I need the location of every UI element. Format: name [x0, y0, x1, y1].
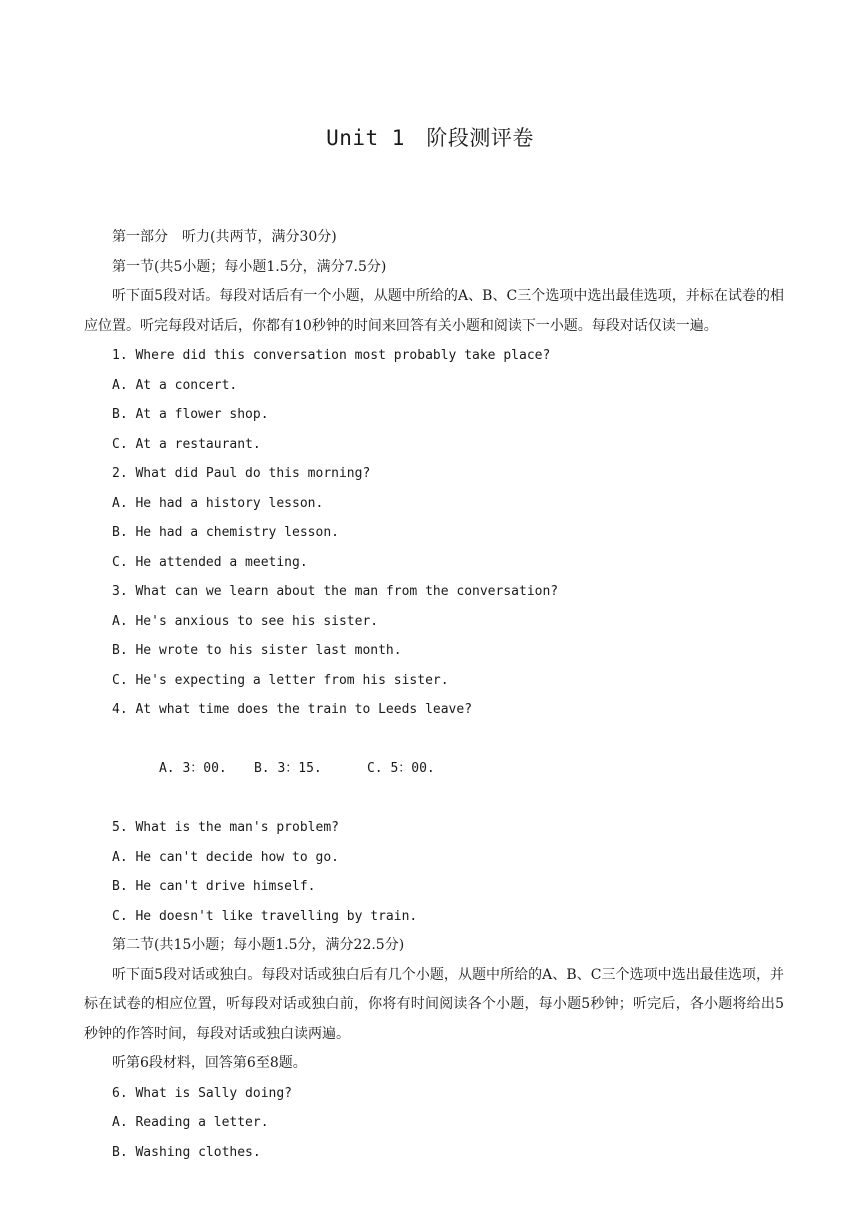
answer-option: B. He can't drive himself.	[112, 879, 316, 894]
document-body	[84, 223, 784, 1167]
answer-option: A. He's anxious to see his sister.	[112, 613, 379, 629]
answer-option: B. He wrote to his sister last month.	[112, 643, 402, 658]
answer-option: C. He attended a meeting.	[112, 554, 308, 570]
answer-option: C. He's expecting a letter from his sister.	[112, 672, 449, 688]
question-stem: 4. At what time does the train to Leeds leave?	[112, 702, 473, 717]
answer-option: A. At a concert.	[112, 377, 238, 393]
question-stem: 6. What is Sally doing?	[112, 1085, 293, 1101]
section1-instructions: 听下面5段对话。每段对话后有一个小题，从题中所给的A、B、C三个选项中选出最佳选项，并标在试卷的相应位置。听完每段对话后，你都有10秒钟的时间来回答有关小题和阅读下一小题。每段对话仅读一遍。	[84, 288, 784, 334]
answer-option: A. 3：00.	[158, 761, 227, 776]
answer-option: B. At a flower shop.	[112, 407, 269, 422]
question-stem: 3. What can we learn about the man from the conversation?	[112, 584, 559, 599]
answer-option: B. 3：15.	[253, 761, 322, 776]
answer-option: A. Reading a letter.	[112, 1115, 269, 1130]
answer-option: A. He can't decide how to go.	[112, 849, 339, 865]
part1-heading: 第一部分 听力(共两节，满分30分)	[112, 229, 337, 245]
question-stem: 2. What did Paul do this morning?	[112, 466, 371, 481]
answer-option: A. He had a history lesson.	[112, 495, 324, 511]
answer-options-row	[84, 725, 784, 814]
section1-heading: 第一节(共5小题；每小题1.5分，满分7.5分)	[112, 258, 387, 275]
answer-option: B. Washing clothes.	[112, 1144, 261, 1160]
answer-option: B. He had a chemistry lesson.	[112, 525, 339, 540]
question-stem: 1. Where did this conversation most probably take place?	[112, 348, 551, 363]
answer-option: C. At a restaurant.	[112, 436, 261, 452]
material-note: 听第6段材料，回答第6至8题。	[112, 1055, 307, 1071]
section2-instructions: 听下面5段对话或独白。每段对话或独白后有几个小题，从题中所给的A、B、C三个选项中选出最佳选项，并标在试卷的相应位置，听每段对话或独白前，你将有时间阅读各个小题，每小题5秒钟；听完后，各小题将给出5秒钟的作答时间，每段对话或独白读两遍。	[84, 966, 784, 1042]
answer-option: C. He doesn't like travelling by train.	[112, 908, 418, 924]
section2-heading: 第二节(共15小题；每小题1.5分，满分22.5分)	[112, 937, 405, 953]
answer-option: C. 5：00.	[366, 761, 435, 776]
question-stem: 5. What is the man's problem?	[112, 820, 339, 835]
page-title: Unit 1 阶段测评卷	[326, 126, 534, 150]
